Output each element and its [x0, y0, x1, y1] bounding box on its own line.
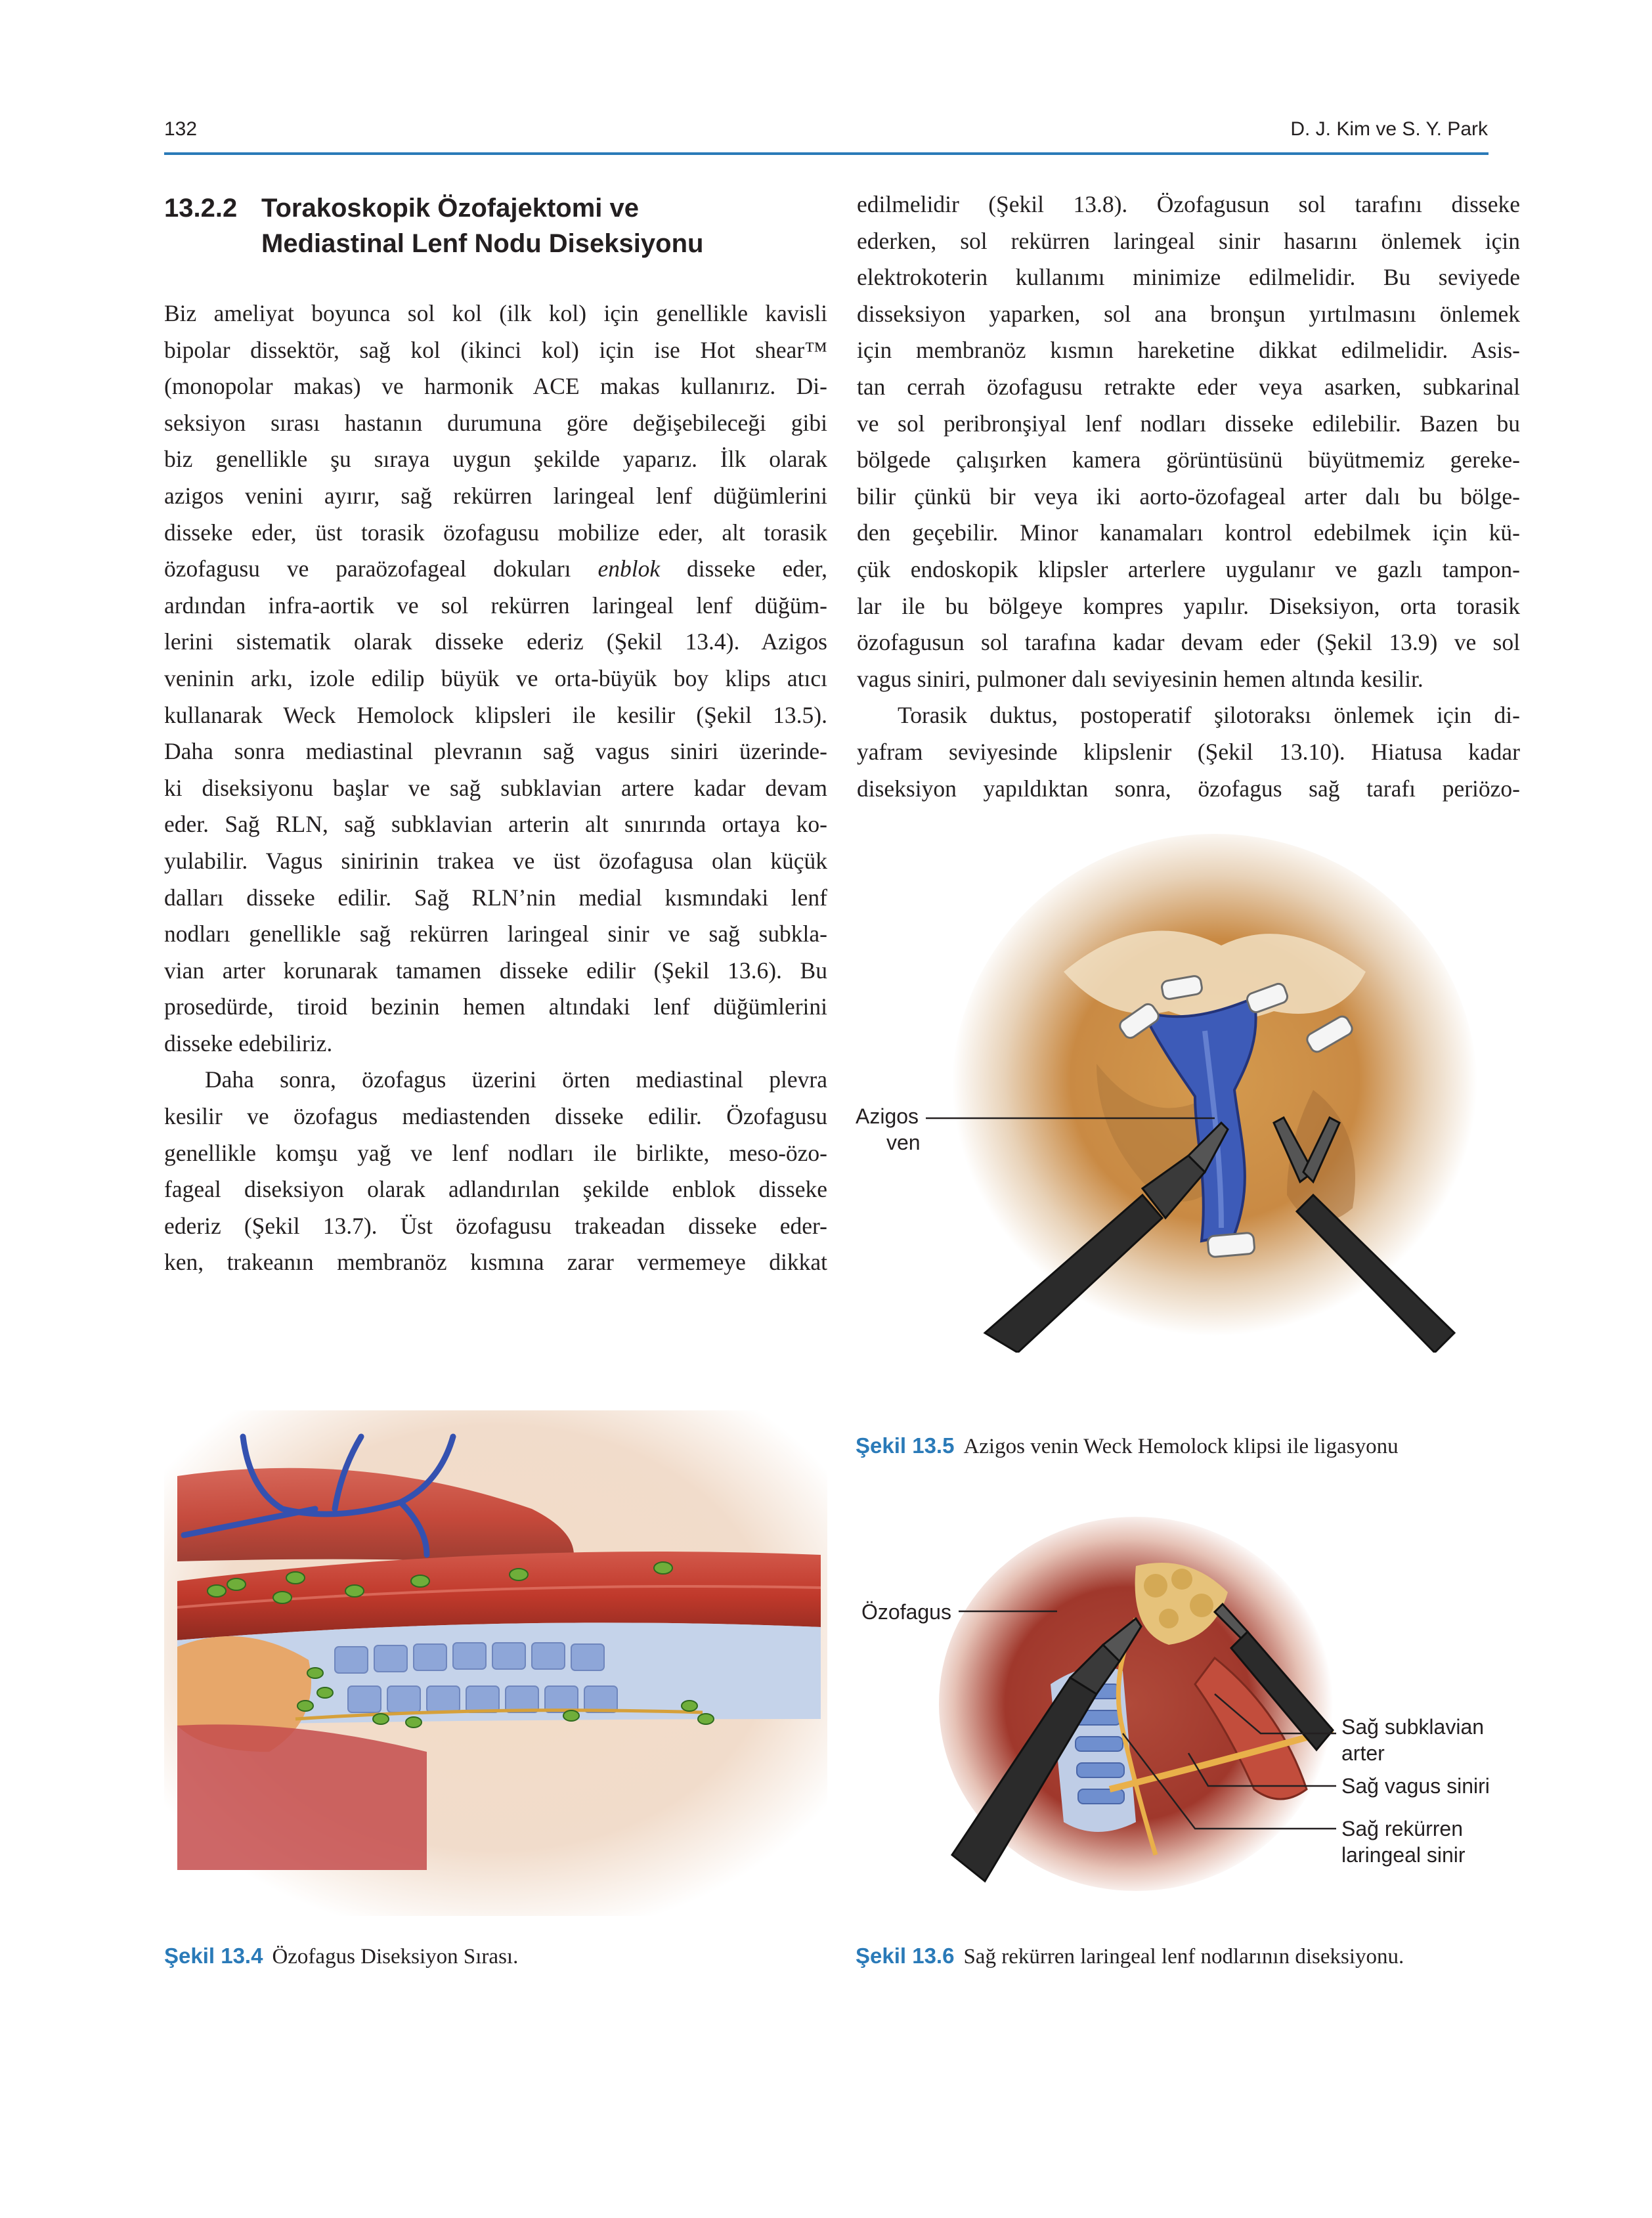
- leader-line-azigos: [926, 1113, 1221, 1126]
- body-line: edilmelidir (Şekil 13.8). Özofagusun sol tarafını disseke: [857, 191, 1520, 217]
- body-line: ve sol peribronşiyal lenf nodları disseke edilebilir. Bazen bu: [857, 410, 1520, 437]
- body-line: disseksiyon yaparken, sol ana bronşun yırtılmasını önlemek: [857, 300, 1520, 327]
- body-line: prosedürde, tiroid bezinin hemen altındaki lenf düğümlerini: [164, 993, 827, 1020]
- body-line: için membranöz kısmın hareketine dikkat edilmelidir. Asis-: [857, 337, 1520, 364]
- caption-label: Şekil 13.4: [164, 1944, 263, 1968]
- figure-13-4-illustration: [164, 1410, 827, 1916]
- body-line: genellikle komşu yağ ve lenf nodları ile birlikte, meso-özo-: [164, 1139, 827, 1166]
- body-line: seksiyon sırası hastanın durumuna göre değişebileceği gibi: [164, 409, 827, 436]
- body-line: fageal diseksiyon olarak adlandırılan şekilde enblok disseke: [164, 1176, 827, 1203]
- body-line: (monopolar makas) ve harmonik ACE makas kullanırız. Di-: [164, 373, 827, 400]
- body-line: Daha sonra mediastinal plevranın sağ vagus siniri üzerinde-: [164, 738, 827, 765]
- label-azigos-line1: Azigos: [856, 1104, 919, 1128]
- body-line: veninin arkı, izole edilip büyük ve orta-büyük boy klips atıcı: [164, 664, 827, 691]
- caption-label: Şekil 13.5: [856, 1433, 955, 1458]
- body-line: ken, trakeanın membranöz kısmına zarar vermemeye dikkat: [164, 1249, 827, 1276]
- body-line: azigos venini ayırır, sağ rekürren laringeal lenf düğümlerini: [164, 482, 827, 509]
- body-line: özofagusu ve paraözofageal dokuları enblok disseke eder,: [164, 555, 828, 582]
- body-line: eder. Sağ RLN, sağ subklavian arterin alt sınırında ortaya ko-: [164, 811, 827, 838]
- body-line: ederiz (Şekil 13.7). Üst özofagusu trakeadan disseke eder-: [164, 1212, 827, 1239]
- header-rule: [164, 152, 1489, 155]
- caption-text: Özofagus Diseksiyon Sırası.: [272, 1945, 519, 1968]
- body-line: disseke eder, üst torasik özofagusu mobilize eder, alt torasik: [164, 519, 827, 546]
- leader-lines-figure-13-6: [952, 1602, 1346, 1838]
- body-line: çük endoskopik klipsler arterlere uygulanır ve gazlı tampon-: [857, 555, 1520, 582]
- body-line: özofagusun sol tarafına kadar devam eder (Şekil 13.9) ve sol: [857, 629, 1520, 656]
- label-ozofagus: Özofagus: [861, 1600, 951, 1624]
- body-line: nodları genellikle sağ rekürren laringeal sinir ve sağ subkla-: [164, 921, 827, 947]
- caption-figure-13-4: [164, 1944, 518, 1969]
- body-line: vagus siniri, pulmoner dalı seviyesinin hemen altında kesilir.: [857, 665, 1424, 692]
- body-line: kesilir ve özofagus mediastenden disseke edilir. Özofagusu: [164, 1103, 827, 1130]
- section-title-line2: Mediastinal Lenf Nodu Diseksiyonu: [261, 229, 704, 258]
- body-right-column: [857, 186, 1520, 807]
- body-line: disseke edebiliriz.: [164, 1030, 333, 1056]
- running-head: D. J. Kim ve S. Y. Park: [1290, 118, 1488, 140]
- body-line: lerini sistematik olarak disseke ederiz (Şekil 13.4). Azigos: [164, 628, 827, 655]
- body-line: diseksiyon yapıldıktan sonra, özofagus sağ tarafı periözo-: [857, 775, 1520, 802]
- label-subklavian-line2: arter: [1341, 1741, 1385, 1765]
- label-vagus: Sağ vagus siniri: [1341, 1774, 1490, 1798]
- label-azigos-line2: ven: [886, 1131, 921, 1154]
- body-line: den geçebilir. Minor kanamaları kontrol edebilmek için kü-: [857, 519, 1520, 546]
- body-line: vian arter korunarak tamamen disseke edilir (Şekil 13.6). Bu: [164, 957, 827, 984]
- body-line: dalları disseke edilir. Sağ RLN’nin medial kısmındaki lenf: [164, 884, 827, 911]
- caption-text: Azigos venin Weck Hemolock klipsi ile ligasyonu: [963, 1435, 1399, 1458]
- body-line: Biz ameliyat boyunca sol kol (ilk kol) için genellikle kavisli: [164, 300, 827, 326]
- body-line: tan cerrah özofagusu retrakte eder veya asarken, subkarinal: [857, 373, 1520, 400]
- body-line: elektrokoterin kullanımı minimize edilmelidir. Bu seviyede: [857, 264, 1520, 291]
- body-line: Daha sonra, özofagus üzerini örten mediastinal plevra: [205, 1066, 827, 1093]
- page-number: 132: [164, 118, 198, 140]
- label-rekurren-line1: Sağ rekürren: [1341, 1817, 1463, 1840]
- body-line: yafram seviyesinde klipslenir (Şekil 13.10). Hiatusa kadar: [857, 738, 1520, 765]
- body-line: yulabilir. Vagus sinirinin trakea ve üst özofagusa olan küçük: [164, 847, 827, 874]
- body-line: kullanarak Weck Hemolock klipsleri ile kesilir (Şekil 13.5).: [164, 701, 827, 728]
- body-line: ki diseksiyonu başlar ve sağ subklavian artere kadar devam: [164, 774, 827, 801]
- section-number: 13.2.2: [164, 194, 238, 223]
- label-subklavian-line1: Sağ subklavian: [1341, 1715, 1485, 1739]
- body-line: biz genellikle şu sıraya uygun şekilde yaparız. İlk olarak: [164, 446, 827, 473]
- body-line: lar ile bu bölgeye kompres yapılır. Diseksiyon, orta torasik: [857, 592, 1520, 619]
- body-line: bilir çünkü bir veya iki aorto-özofageal arter dalı bu bölge-: [857, 483, 1520, 510]
- body-line: ardından infra-aortik ve sol rekürren laringeal lenf düğüm-: [164, 592, 827, 619]
- body-line: bölgede çalışırken kamera görüntüsünü büyütmemiz gereke-: [857, 446, 1520, 473]
- body-line: bipolar dissektör, sağ kol (ikinci kol) için ise Hot shear™: [164, 336, 827, 363]
- body-left-column: [164, 295, 827, 1281]
- caption-figure-13-5: [856, 1433, 1399, 1459]
- figure-13-5-illustration: [946, 814, 1484, 1353]
- caption-text: Sağ rekürren laringeal lenf nodlarının diseksiyonu.: [963, 1945, 1404, 1968]
- caption-figure-13-6: [856, 1944, 1404, 1969]
- label-rekurren-line2: laringeal sinir: [1341, 1843, 1466, 1867]
- body-line: Torasik duktus, postoperatif şilotoraksı önlemek için di-: [898, 702, 1520, 729]
- caption-label: Şekil 13.6: [856, 1944, 955, 1968]
- body-line: ederken, sol rekürren laringeal sinir hasarını önlemek için: [857, 227, 1520, 254]
- section-title-line1: Torakoskopik Özofajektomi ve: [261, 194, 639, 223]
- emphasis-enblok: enblok: [598, 555, 661, 582]
